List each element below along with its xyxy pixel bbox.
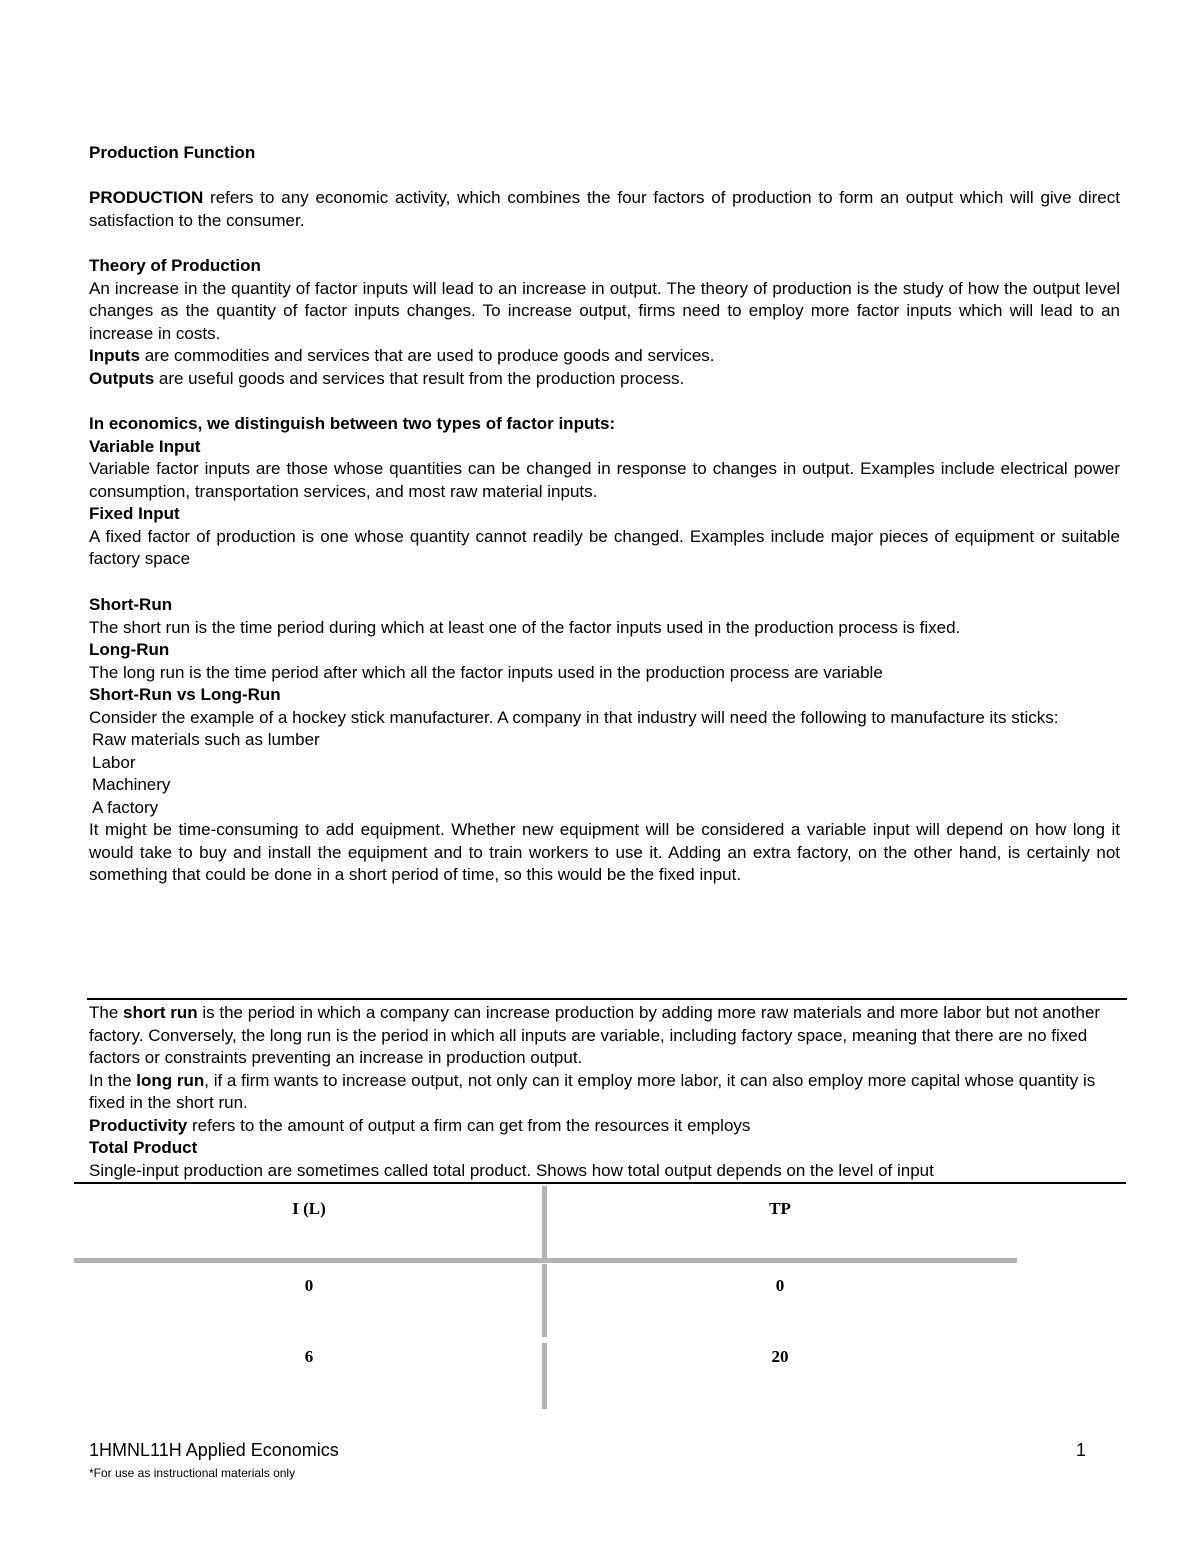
- total-product-heading: Total Product: [89, 1138, 198, 1157]
- list-item: Raw materials such as lumber: [92, 730, 320, 749]
- table-header-rule: [74, 1258, 1017, 1263]
- production-definition: PRODUCTION refers to any economic activity, which combines the four factors of production to form an output which will give direct satisfaction to the consumer.: [89, 188, 1120, 230]
- list-item: Machinery: [92, 775, 171, 794]
- factor-types-heading: In economics, we distinguish between two types of factor inputs:: [89, 414, 616, 433]
- table-divider: [542, 1186, 547, 1260]
- variable-input-heading: Variable Input: [89, 436, 201, 456]
- fixed-input-heading: Fixed Input: [89, 504, 180, 523]
- closing-paragraph: It might be time-consuming to add equipment. Whether new equipment will be considered a variable input will depend on how long it would take to buy and install the equipment and to train workers to use it. Adding an extra factory, on the other hand, is certainly not something that could be done in a short period of time, so this would be the fixed input.: [89, 820, 1120, 884]
- box-section: [89, 1002, 1119, 1182]
- long-run-heading: Long-Run: [89, 640, 170, 659]
- long-run-text: The long run is the time period after which all the factor inputs used in the production process are variable: [89, 662, 883, 682]
- table-header-input: I (L): [292, 1199, 326, 1218]
- short-run-heading: Short-Run: [89, 595, 173, 614]
- footer-note: *For use as instructional materials only: [89, 1466, 296, 1480]
- table-cell: 0: [775, 1276, 785, 1295]
- theory-text: An increase in the quantity of factor inputs will lead to an increase in output. The theory of production is the study of how the output level changes as the quantity of factor inputs changes. To increase output, firms need to employ more factor inputs which will lead to an increase in costs.: [89, 278, 1120, 343]
- inputs-definition: Inputs are commodities and services that are used to produce goods and services.: [89, 346, 715, 365]
- table-divider: [542, 1343, 547, 1409]
- short-vs-long-heading: Short-Run vs Long-Run: [89, 685, 281, 704]
- theory-section: [89, 255, 1120, 390]
- table-cell: 6: [304, 1347, 314, 1366]
- production-term: PRODUCTION: [89, 188, 204, 207]
- table-cell: 0: [304, 1276, 314, 1295]
- table-divider: [542, 1264, 547, 1337]
- long-run-paragraph: In the long run, if a firm wants to increase output, not only can it employ more labor, it can also employ more capital whose quantity is fixed in the short run.: [89, 1070, 1096, 1112]
- short-run-text: The short run is the time period during which at least one of the factor inputs used in the production process is fixed.: [89, 617, 961, 637]
- box-top-rule: [87, 998, 1127, 1000]
- short-vs-long-text: Consider the example of a hockey stick manufacturer. A company in that industry will need the following to manufacture its sticks:: [89, 707, 1059, 727]
- factor-types-section: [89, 413, 1120, 571]
- footer-course: 1HMNL11H Applied Economics: [89, 1440, 339, 1460]
- table-header-tp: TP: [769, 1199, 791, 1218]
- short-run-paragraph: The short run is the period in which a company can increase production by adding more raw materials and more labor but not another factory. Conversely, the long run is the period in which all inputs are variable, including factory space, meaning that there are no fixed factors or constraints preventing an increase in production output.: [89, 1003, 1101, 1067]
- total-product-text: Single-input production are sometimes called total product. Shows how total output depends on the level of input: [89, 1160, 934, 1180]
- theory-heading: Theory of Production: [89, 256, 261, 275]
- fixed-input-text: A fixed factor of production is one whose quantity cannot readily be changed. Examples include major pieces of equipment or suitable factory space: [89, 526, 1120, 568]
- footer-page-number: 1: [1076, 1440, 1087, 1460]
- list-item: Labor: [92, 752, 136, 772]
- table-cell: 20: [771, 1347, 789, 1366]
- list-item: A factory: [92, 797, 159, 817]
- inputs-list: [89, 729, 1120, 819]
- productivity-paragraph: Productivity refers to the amount of output a firm can get from the resources it employs: [89, 1115, 751, 1135]
- runs-section: [89, 594, 1120, 887]
- outputs-definition: Outputs are useful goods and services that result from the production process.: [89, 368, 685, 388]
- page-title: Production Function: [89, 143, 256, 162]
- variable-input-text: Variable factor inputs are those whose quantities can be changed in response to changes in output. Examples include electrical power consumption, transportation services, and most raw material inputs.: [89, 459, 1120, 501]
- table-top-rule: [74, 1182, 1126, 1184]
